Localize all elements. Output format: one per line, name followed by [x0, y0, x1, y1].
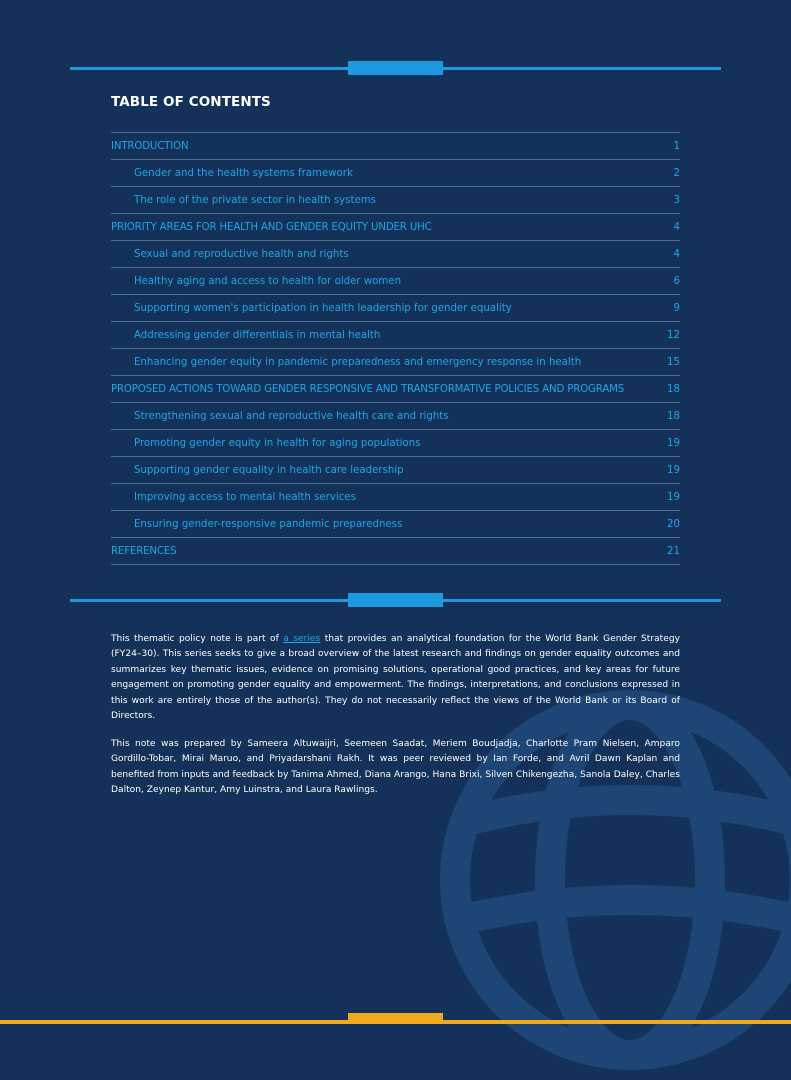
- toc-entry[interactable]: [111, 268, 680, 295]
- toc-entry[interactable]: [111, 538, 680, 565]
- series-note-paragraph: [111, 632, 680, 724]
- toc-entry-label: Addressing gender differentials in mental health: [134, 329, 381, 341]
- toc-entry-page: 6: [673, 275, 680, 287]
- toc-entry-label: Supporting gender equality in health care leadership: [134, 464, 404, 476]
- toc-entry-page: 4: [673, 221, 680, 233]
- toc-entry-label: Gender and the health systems framework: [134, 167, 353, 179]
- series-link[interactable]: a series: [283, 634, 321, 644]
- series-note-body: that provides an analytical foundation for the World Bank Gender Strategy (FY24–30). This series seeks to give a broad overview of the latest research and findings on gender equality outcomes and summarizes key thematic issues, evidence on promising solutions, operational good practices, and key areas for future engagement on promoting gender equality and empowerment. The findings, interpretations, and conclusions expressed in this work are entirely those of the author(s). They do not necessarily reflect the views of the World Bank or its Board of Directors.: [111, 634, 680, 722]
- toc-entry-label: PRIORITY AREAS FOR HEALTH AND GENDER EQUITY UNDER UHC: [111, 221, 432, 233]
- toc-entry-page: 9: [673, 302, 680, 314]
- toc-entry-page: 1: [673, 140, 680, 152]
- toc-list: [111, 132, 680, 565]
- middle-divider-tab: [348, 593, 443, 607]
- toc-entry-page: 12: [667, 329, 680, 341]
- toc-entry-page: 4: [673, 248, 680, 260]
- toc-entry-label: Sexual and reproductive health and rights: [134, 248, 349, 260]
- toc-entry-label: Improving access to mental health services: [134, 491, 356, 503]
- top-divider: [70, 67, 721, 70]
- toc-entry[interactable]: [111, 457, 680, 484]
- toc-entry-label: Enhancing gender equity in pandemic preparedness and emergency response in health: [134, 356, 582, 368]
- toc-entry-page: 15: [667, 356, 680, 368]
- top-divider-tab: [348, 61, 443, 75]
- authors-paragraph: This note was prepared by Sameera Altuwaijri, Seemeen Saadat, Meriem Boudjadja, Charlotte Pram Nielsen, Amparo Gordillo-Tobar, Mirai Maruo, and Priyadarshani Rakh. It was peer reviewed by Ian Forde, and Avril Dawn Kaplan and benefited from inputs and feedback by Tanima Ahmed, Diana Arango, Hana Brixi, Silven Chikengezha, Sanola Daley, Charles Dalton, Zeynep Kantur, Amy Luinstra, and Laura Rawlings.: [111, 739, 680, 796]
- bottom-accent-tab: [348, 1013, 443, 1024]
- toc-entry-page: 18: [667, 383, 680, 395]
- toc-entry-page: 19: [667, 437, 680, 449]
- toc-entry-label: Strengthening sexual and reproductive health care and rights: [134, 410, 449, 422]
- toc-entry[interactable]: [111, 322, 680, 349]
- series-note-intro: This thematic policy note is part of: [111, 634, 284, 644]
- toc-entry-page: 20: [667, 518, 680, 530]
- toc-entry[interactable]: [111, 349, 680, 376]
- toc-entry[interactable]: [111, 241, 680, 268]
- toc-entry-label: Supporting women's participation in health leadership for gender equality: [134, 302, 512, 314]
- toc-entry-label: PROPOSED ACTIONS TOWARD GENDER RESPONSIVE AND TRANSFORMATIVE POLICIES AND PROGRAMS: [111, 383, 625, 395]
- middle-divider: [70, 599, 721, 602]
- toc-entry-page: 3: [673, 194, 680, 206]
- toc-entry-label: Ensuring gender-responsive pandemic preparedness: [134, 518, 403, 530]
- toc-entry[interactable]: [111, 160, 680, 187]
- toc-entry-label: Promoting gender equity in health for aging populations: [134, 437, 421, 449]
- toc-entry-page: 19: [667, 464, 680, 476]
- toc-entry-label: Healthy aging and access to health for older women: [134, 275, 402, 287]
- toc-entry-page: 18: [667, 410, 680, 422]
- toc-entry[interactable]: [111, 511, 680, 538]
- toc-entry-page: 19: [667, 491, 680, 503]
- toc-entry-label: INTRODUCTION: [111, 140, 189, 152]
- toc-entry[interactable]: [111, 376, 680, 403]
- toc-entry[interactable]: [111, 484, 680, 511]
- toc-entry[interactable]: [111, 187, 680, 214]
- toc-entry[interactable]: [111, 430, 680, 457]
- toc-title: TABLE OF CONTENTS: [111, 94, 271, 110]
- toc-entry-page: 21: [667, 545, 680, 557]
- toc-entry-page: 2: [673, 167, 680, 179]
- toc-entry[interactable]: [111, 403, 680, 430]
- toc-entry-label: The role of the private sector in health systems: [134, 194, 376, 206]
- toc-entry[interactable]: [111, 133, 680, 160]
- toc-entry[interactable]: [111, 214, 680, 241]
- toc-entry[interactable]: [111, 295, 680, 322]
- toc-entry-label: REFERENCES: [111, 545, 177, 557]
